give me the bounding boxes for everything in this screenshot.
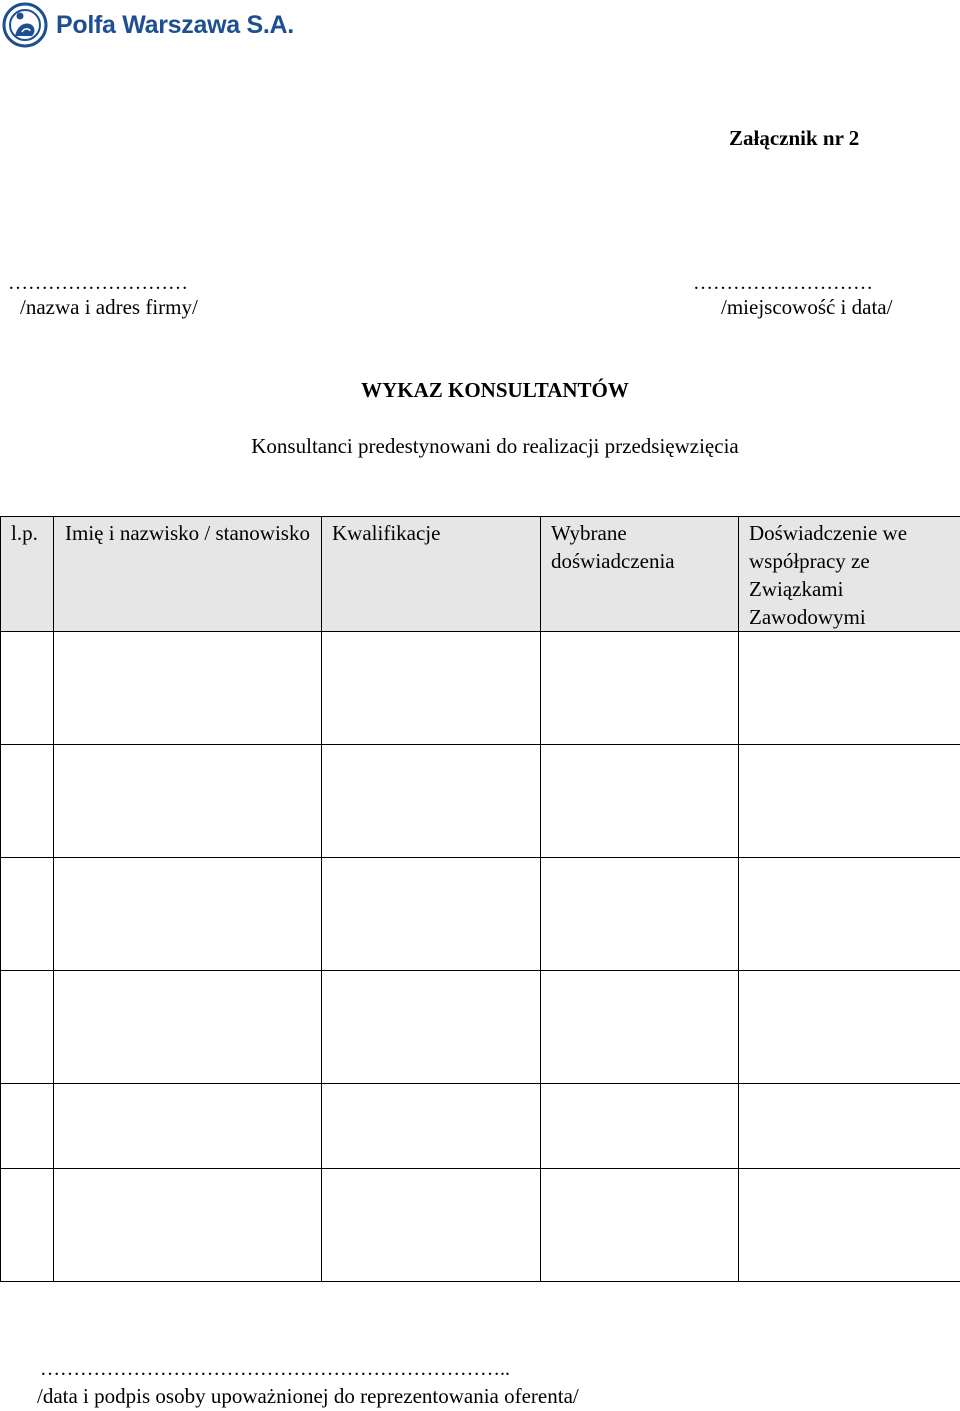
table-cell xyxy=(739,858,960,971)
table-header-row xyxy=(1,517,960,632)
place-date-label: /miejscowość i data/ xyxy=(721,295,893,319)
company-logo xyxy=(2,2,294,48)
firm-label: /nazwa i adres firmy/ xyxy=(20,295,198,319)
table-cell xyxy=(322,632,541,745)
table-cell xyxy=(1,632,54,745)
table-cell xyxy=(541,632,739,745)
table-cell xyxy=(1,858,54,971)
table-cell xyxy=(54,1084,322,1169)
table-cell xyxy=(1,971,54,1084)
table-row xyxy=(1,1084,960,1169)
signature-label: /data i podpis osoby upoważnionej do reprezentowania oferenta/ xyxy=(37,1384,579,1408)
table-cell xyxy=(541,745,739,858)
column-header-qualifications: Kwalifikacje xyxy=(322,517,541,632)
table-cell xyxy=(54,1169,322,1282)
table-cell xyxy=(322,745,541,858)
table-cell xyxy=(739,632,960,745)
table-cell xyxy=(541,858,739,971)
signature-dots: …………………………………………………………….. xyxy=(40,1358,510,1380)
table-cell xyxy=(322,858,541,971)
table-cell xyxy=(54,858,322,971)
table-cell xyxy=(541,971,739,1084)
table-cell xyxy=(739,745,960,858)
table-row xyxy=(1,971,960,1084)
table-cell xyxy=(739,1169,960,1282)
table-cell xyxy=(739,1084,960,1169)
document-title: WYKAZ KONSULTANTÓW xyxy=(361,378,629,402)
table-cell xyxy=(54,632,322,745)
table-row xyxy=(1,745,960,858)
consultants-table xyxy=(0,516,960,1282)
table-cell xyxy=(54,745,322,858)
table-row xyxy=(1,1169,960,1282)
logo-text: Polfa Warszawa S.A. xyxy=(56,10,294,39)
document-subtitle: Konsultanci predestynowani do realizacji przedsięwzięcia xyxy=(251,434,739,458)
place-date-dots: ……………………… xyxy=(693,272,873,294)
table-cell xyxy=(54,971,322,1084)
firm-dots: ……………………… xyxy=(8,272,188,294)
table-cell xyxy=(1,1084,54,1169)
annex-label: Załącznik nr 2 xyxy=(729,126,860,150)
column-header-union-experience: Doświadczenie we współpracy ze Związkami Zawodowymi xyxy=(739,517,960,632)
column-header-lp: l.p. xyxy=(1,517,54,632)
column-header-name: Imię i nazwisko / stanowisko xyxy=(54,517,322,632)
table-row xyxy=(1,632,960,745)
table-cell xyxy=(739,971,960,1084)
polfa-logo-icon xyxy=(2,2,48,48)
table-cell xyxy=(322,1169,541,1282)
table-cell xyxy=(322,1084,541,1169)
column-header-experience: Wybrane doświadczenia xyxy=(541,517,739,632)
table-cell xyxy=(1,745,54,858)
table-row xyxy=(1,858,960,971)
table-cell xyxy=(322,971,541,1084)
table-cell xyxy=(541,1084,739,1169)
table-cell xyxy=(1,1169,54,1282)
table-cell xyxy=(541,1169,739,1282)
